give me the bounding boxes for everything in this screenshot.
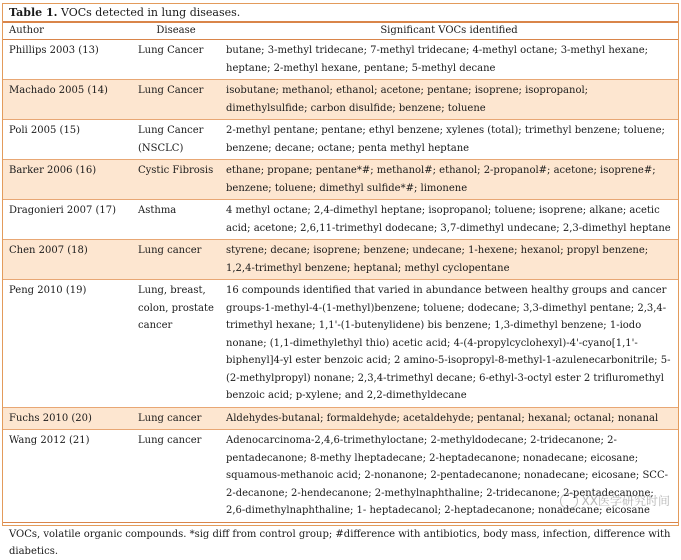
caption-text: VOCs detected in lung diseases. [60,6,241,19]
vocs-table [3,23,678,523]
cell-vocs: Aldehydes-butanal; formaldehyde; acetaldehyde; pentanal; hexanal; octanal; nonanal [220,407,678,430]
cell-vocs: butane; 3-methyl tridecane; 7-methyl tridecane; 4-methyl octane; 3-methyl hexane; heptane; 2-methyl hexane, pentane; 5-methyl decane [220,40,678,80]
header-vocs: Significant VOCs identified [220,23,678,40]
table-row [3,430,678,523]
cell-vocs: 16 compounds identified that varied in abundance between healthy groups and cancer groups-1-methyl-4-(1-methyl)benzene; toluene; dodecane; 3,3-dimethyl pentane; 2,3,4-trimethyl hexane; 1,1'-(1-butenylidene) bis benzene; 1,3-dimethyl benzene; 1-iodo nonane; (1,1-dimethylethyl thio) acetic acid; 4-(4-propylcyclohexyl)-4'-cyano[1,1'-biphenyl]4-yl ester benzoic acid; 2 amino-5-isopropyl-8-methyl-1-azulenecarbonitrile; 5-(2-methylpropyl) nonane; 2,3,4-trimethyl decane; 6-ethyl-3-octyl ester 2 trifluromethyl benzoic acid; p-xylene; and 2,2-dimethyldecane [220,280,678,408]
table-row [3,280,678,408]
cell-disease: Lung cancer [132,430,220,523]
cell-author: Dragonieri 2007 (17) [3,200,132,240]
cell-author: Chen 2007 (18) [3,240,132,280]
header-author: Author [3,23,132,40]
cell-author: Fuchs 2010 (20) [3,407,132,430]
cell-author: Wang 2012 (21) [3,430,132,523]
watermark-text: XX医学研究时间 [581,494,670,508]
cell-vocs: isobutane; methanol; ethanol; acetone; pentane; isoprene; isopropanol; dimethylsulfide; carbon disulfide; benzene; toluene [220,80,678,120]
cell-disease: Cystic Fibrosis [132,160,220,200]
table-row [3,40,678,80]
caption-label: Table 1. [9,6,58,19]
cell-disease: Asthma [132,200,220,240]
table-container [2,3,679,557]
cell-author: Phillips 2003 (13) [3,40,132,80]
cell-disease: Lung Cancer [132,40,220,80]
table-row [3,120,678,160]
table-header-row [3,23,678,40]
table-row [3,240,678,280]
cell-author: Peng 2010 (19) [3,280,132,408]
table-row [3,160,678,200]
table-caption [3,4,678,23]
table-row [3,80,678,120]
cell-vocs: ethane; propane; pentane*#; methanol#; ethanol; 2-propanol#; acetone; isoprene#; benzene; toluene; dimethyl sulfide*#; limonene [220,160,678,200]
cell-vocs: Adenocarcinoma-2,4,6-trimethyloctane; 2-methyldodecane; 2-tridecanone; 2-pentadecanone; 8-methy lheptadecane; 2-heptadecanone; nonadecane; eicosane; squamous-methanoic acid; 2-nonanone; 2-pentadecanone; nonadecane; eicosane; SCC-2-decanone; 2-hendecanone; 2-methylnaphthaline; 2-tridecanone; 2-pentadecanone; 2,6-dimethylnaphthaline; 1- heptadecanol; 2-heptadecanone; nonadecane; eicosane [220,430,678,523]
cell-disease: Lung Cancer [132,80,220,120]
cell-disease: Lung Cancer (NSCLC) [132,120,220,160]
cell-author: Machado 2005 (14) [3,80,132,120]
cell-disease: Lung cancer [132,407,220,430]
cell-disease: Lung cancer [132,240,220,280]
cell-vocs: 2-methyl pentane; pentane; ethyl benzene; xylenes (total); trimethyl benzene; toluene; benzene; decane; octane; penta methyl heptane [220,120,678,160]
cell-vocs: 4 methyl octane; 2,4-dimethyl heptane; isopropanol; toluene; isoprene; alkane; acetic acid; acetone; 2,6,11-trimethyl dodecane; 3,7-dimethyl undecane; 2,3-dimethyl heptane [220,200,678,240]
header-disease: Disease [132,23,220,40]
cell-author: Barker 2006 (16) [3,160,132,200]
cell-disease: Lung, breast, colon, prostate cancer [132,280,220,408]
cell-author: Poli 2005 (15) [3,120,132,160]
table-footnote: VOCs, volatile organic compounds. *sig diff from control group; #difference with antibiotics, body mass, infection, difference with diabetics. [9,528,671,557]
cell-vocs: styrene; decane; isoprene; benzene; undecane; 1-hexene; hexanol; propyl benzene; 1,2,4-trimethyl benzene; heptanal; methyl cyclopentane [220,240,678,280]
table-row [3,407,678,430]
table-row [3,200,678,240]
